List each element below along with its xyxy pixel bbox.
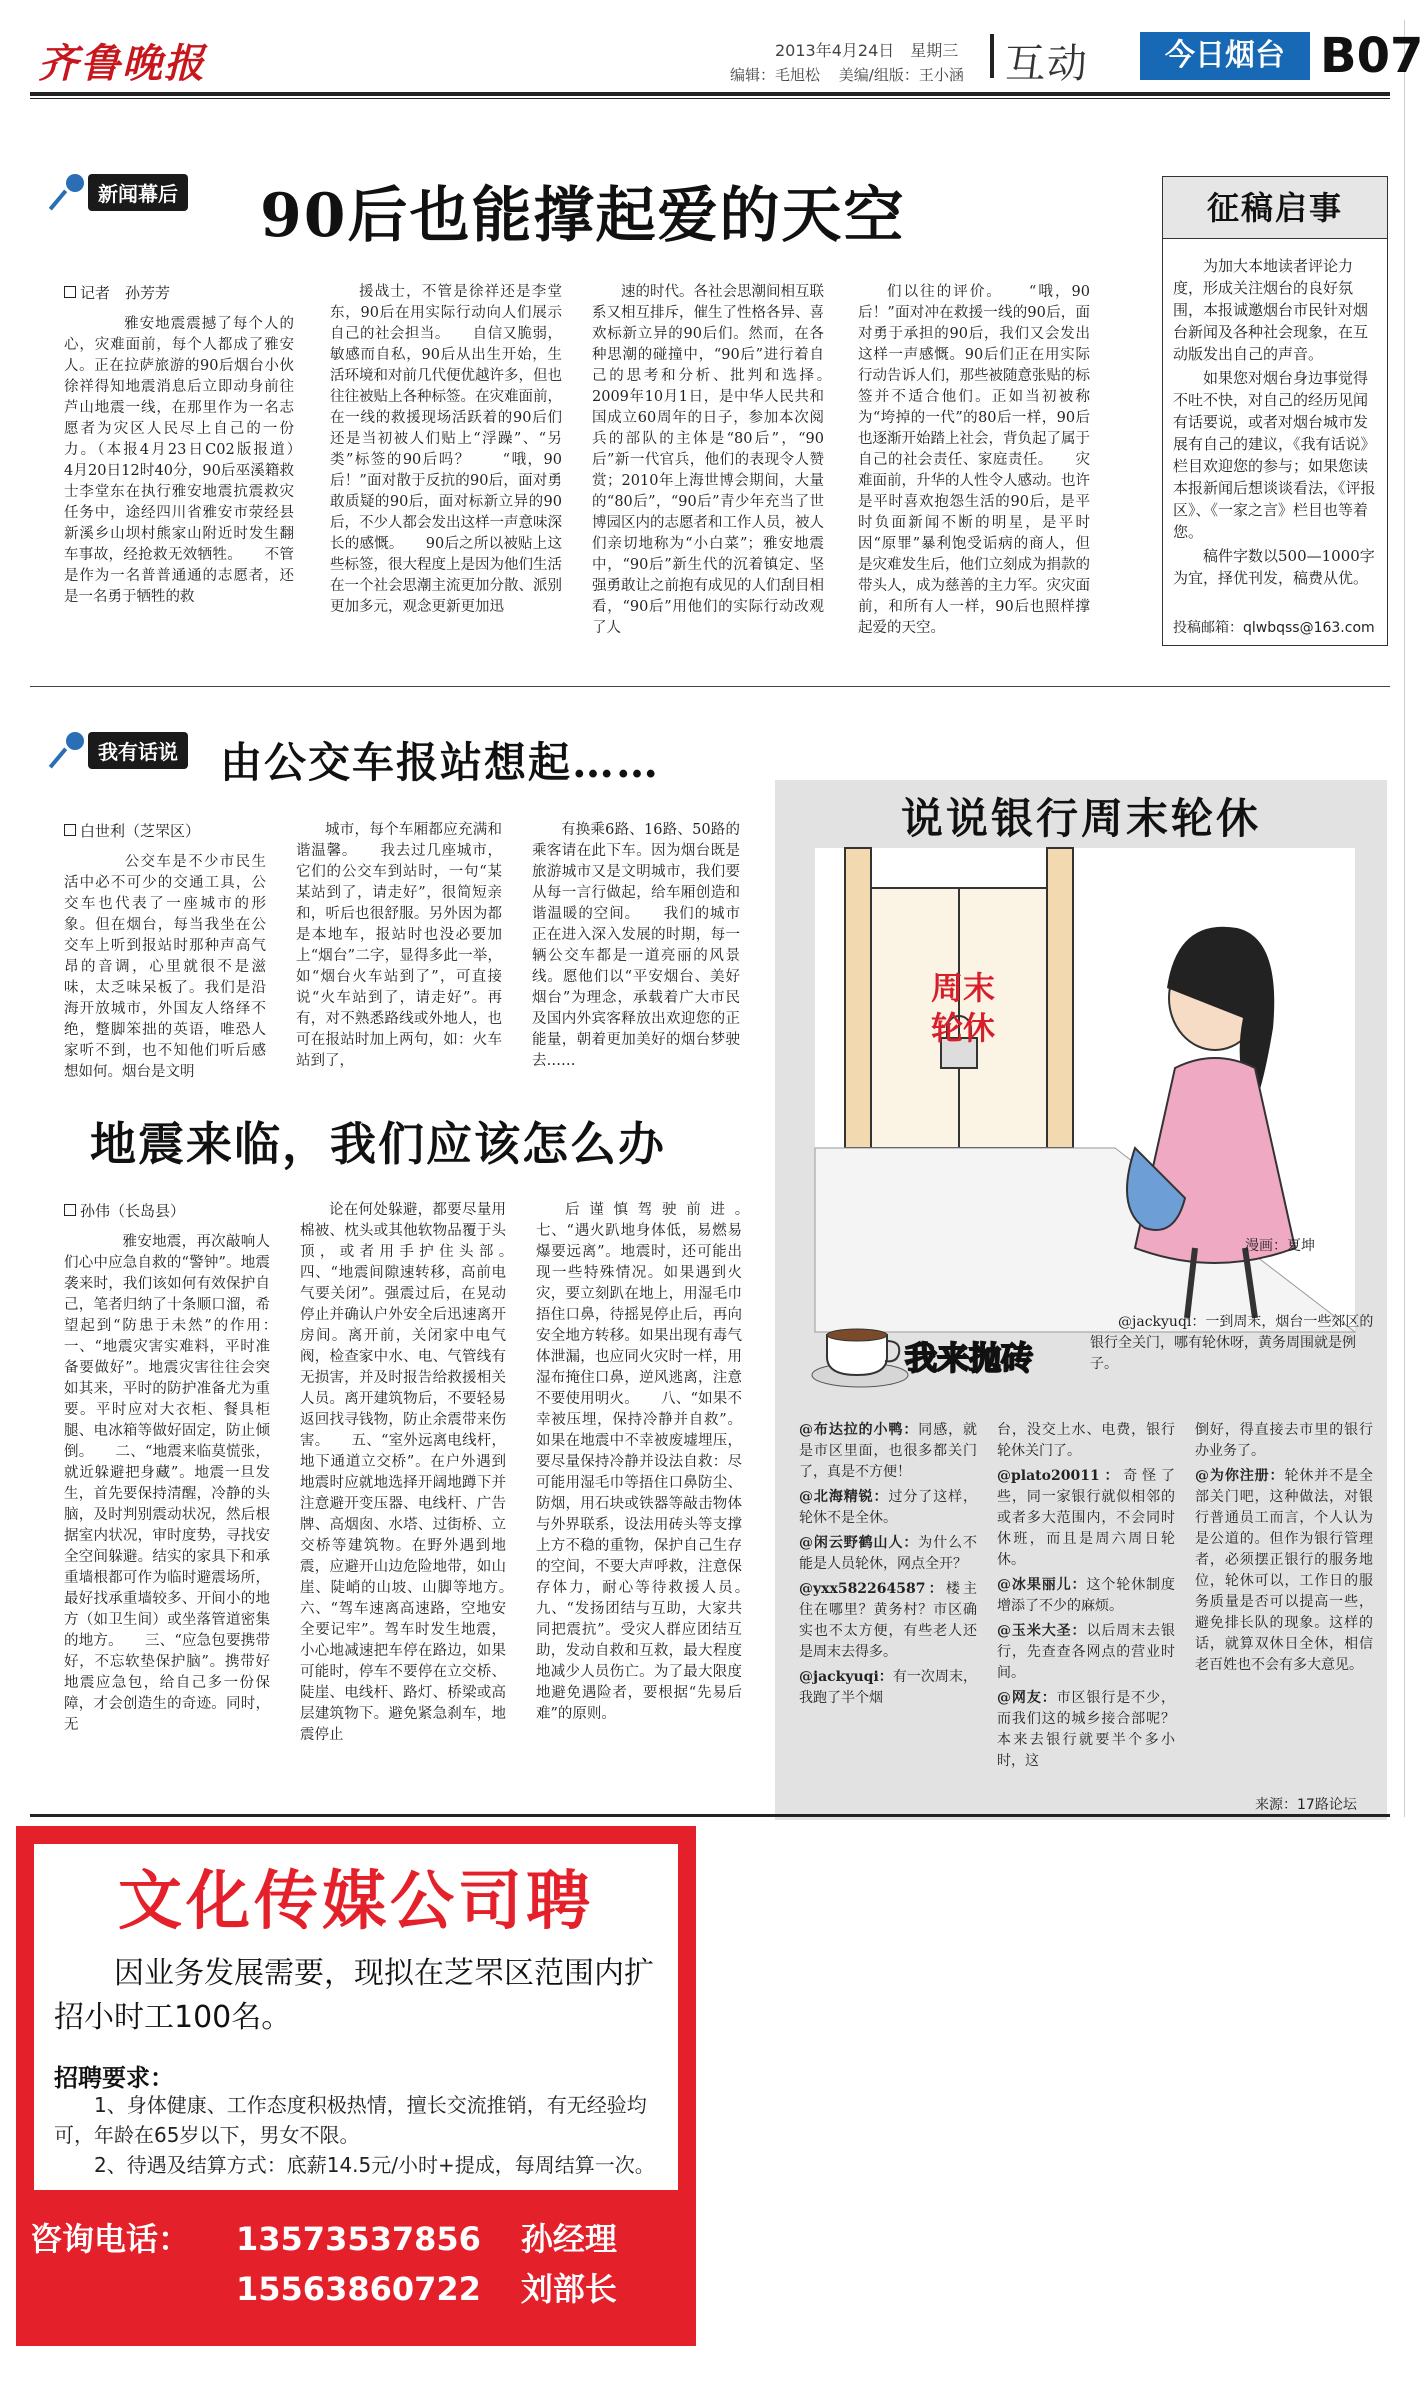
comment-item: 倒好，得直接去市里的银行办业务了。 — [1195, 1422, 1373, 1459]
notice-paragraph: 为加大本地读者评论力度，形成关注烟台的良好氛围，本报诚邀烟台市民针对烟台新闻及各种社会现象，在互动版发出自己的声音。 — [1173, 257, 1369, 363]
story2-headline: 由公交车报站想起…… — [220, 738, 661, 787]
newspaper-logo: 齐鲁晚报 — [38, 40, 206, 87]
comments-source: 来源：17路论坛 — [1255, 1797, 1357, 1813]
masthead-rule-thin — [30, 98, 1390, 99]
comment-item: @plato20011：奇怪了些，同一家银行就似相邻的或者多大范围内，不会同时休班，而且是周六周日轮休。 — [997, 1468, 1175, 1568]
call-for-papers-box — [1162, 176, 1388, 646]
story3-headline: 地震来临，我们应该怎么办 — [90, 1117, 666, 1171]
story2-column-1: 公交车是不少市民生活中必不可少的交通工具，公交车也代表了一座城市的形象。但在烟台，每当我坐在公交车上听到报站时那种声高气昂的音调，心里就很不是滋味，太乏味呆板了。我们是沿海开放城市，外国友人络绎不绝，蹩脚笨拙的英语，唯恐人家听不到，也不知他们听后感想如何。烟台是文明 — [64, 854, 266, 1080]
comment-item: 台，没交上水、电费，银行轮休关门了。 — [997, 1422, 1175, 1459]
bank-weekend-panel — [775, 780, 1387, 1820]
ad-contact-line-1 — [236, 2214, 657, 2260]
contact-name: 孙经理 — [520, 2220, 617, 2258]
story2-tag-label: 我有话说 — [88, 732, 188, 769]
comments-column-2 — [997, 1420, 1175, 1776]
comment-item: @冰果丽儿：这个轮休制度增添了不少的麻烦。 — [997, 1577, 1176, 1614]
brick-column-label: 我来抛砖 — [905, 1339, 1034, 1377]
bank-cartoon — [815, 848, 1355, 1332]
comment-item: @布达拉的小鸭：同感，就是市区里面，也很多都关门了，真是不方便！ — [799, 1422, 978, 1480]
ad-content-panel — [34, 1844, 678, 2190]
cartoon-illustration — [815, 848, 1355, 1332]
cartoon-caption: 漫画：夏坤 — [1245, 1238, 1315, 1254]
story1-column-1: 雅安地震震撼了每个人的心，灾难面前，每个人都成了雅安人。正在拉萨旅游的90后烟台小伙徐祥得知地震消息后立即动身前往芦山地震一线，在那里作为一名志愿者为灾区人民尽上自己的一份力。（本报4月23日C02版报道） 4月20日12时40分，90后巫溪籍救士李堂东在执行雅安地震抗震救灾任务中，途经四川省雅安市荥经县新溪乡山坝村熊家山附近时发生翻车事故，经抢救无效牺牲。 不管是作为一名普普通通的志愿者，还是一名勇于牺牲的救 — [64, 316, 323, 605]
story2-byline: 白世利（芝罘区） — [64, 820, 200, 841]
issue-date: 2013年4月24日 星期三 — [775, 41, 959, 60]
notice-paragraph: 如果您对烟台身边事觉得不吐不快，对自己的经历见闻有话要说，或者对烟台城市发展有自己的建议，《我有话说》栏目欢迎您的参与；如果您读本报新闻后想谈谈看法，《评报区》、《一家之言》栏目也等着您。 — [1173, 369, 1376, 541]
issue-editors — [730, 64, 978, 85]
comment-item: @网友：市区银行是不少，而我们这的城乡接合部呢？本来去银行就要半个多小时，这 — [997, 1690, 1176, 1769]
story1-byline: 记者 孙芳芳 — [64, 282, 170, 303]
story2-column-2: 城市，每个车厢都应充满和谐温馨。 我去过几座城市，它们的公交车到站时，一句“某某站到了，请走好”，很简短亲和，听后也很舒服。另外因为都是本地车，报站时也没必要加上“烟台”二字，显得多此一举，如“烟台火车站到了”，可直接说“火车站到了，请走好”。再有，对不熟悉路线或外地人，也可在报站时加上两句，如：火车站到了， — [296, 822, 502, 1069]
recruitment-ad — [16, 1826, 696, 2346]
call-for-papers-body — [1173, 255, 1379, 591]
art-credit: 美编/组版：王小涵 — [838, 66, 964, 84]
story3-column-3: 后谨慎驾驶前进。 七、“遇火趴地身体低，易燃易爆要远离”。地震时，还可能出现一些特殊情况。如果遇到火灾，要立刻趴在地上，用湿毛巾捂住口鼻，待摇晃停止后，再向安全地方转移。如果出现有毒气体泄漏，也应同火灾时一样，用湿布掩住口鼻，逆风逃离，注意不要使用明火。 八、“如果不幸被压埋，保持冷静并自救”。如果在地震中不幸被废墟埋压，要尽量保持冷静并设法自救：尽可能用湿毛巾等捂住口鼻防尘、防烟，用石块或铁器等敲击物体与外界联系，设法用砖头等支撑上方不稳的重物，保护自己生存的空间，不要大声呼救，注意保存体力，耐心等待救援人员。 九、“发扬团结与互助，大家共同把震抗”。受灾人群应团结互助，发动自救和互救，最大程度地减少人员伤亡。为了最大限度地避免遇险者，要根据“先易后难”的原则。 — [536, 1202, 771, 1722]
story1-column-3: 速的时代。各社会思潮间相互联系又相互排斥，催生了性格各异、喜欢标新立异的90后们。然而，在各种思潮的碰撞中，“90后”进行着自己的思考和分析、批判和选择。 2009年10月1日，是中华人民共和国成立60周年的日子，参加本次阅兵的部队的主体是“80后”，“90后”新一代官兵，他们的表现令人赞赏；2010年上海世博会期间，大量的“80后”，“90后”青少年充当了世博园区内的志愿者和工作人员，被人们亲切地称为“小白菜”；雅安地震中，“90后”新生代的沉着镇定、坚强勇敢让之前抱有成见的人们刮目相看，“90后”用他们的实际行动改观了人 — [592, 284, 853, 636]
masthead — [30, 28, 1423, 90]
comment-item: @yxx582264587：楼主住在哪里？黄务村？市区确实也不太方便，有些老人还是周末去得多。 — [799, 1581, 978, 1660]
section-divider — [30, 686, 1390, 687]
phone-number: 13573537856 — [236, 2220, 481, 2258]
ad-title: 文化传媒公司聘 — [118, 1865, 594, 1939]
contact-name: 刘部长 — [520, 2270, 617, 2308]
pen-icon — [50, 730, 88, 770]
editor-credit: 编辑：毛旭松 — [730, 66, 821, 84]
story2-column-3: 有换乘6路、16路、50路的乘客请在此下车。因为烟台既是旅游城市又是文明城市，我们要从每一言行做起，给车厢创造和谐温暖的空间。 我们的城市正在进入深入发展的时期，每一辆公交车都是一道亮丽的风景线。愿他们以“平安烟台、美好烟台”为理念，承载着广大市民及国内外宾客释放出欢迎您的正能量，朝着更加美好的烟台梦驶去…… — [532, 822, 740, 1069]
notice-paragraph: 稿件字数以500—1000字为宜，择优刊发，稿费从优。 — [1173, 547, 1375, 587]
ad-contact-label: 咨询电话： — [30, 2220, 191, 2258]
page-bottom-rule — [30, 1814, 1390, 1817]
comment-item: @闲云野鹤山人：为什么不能是人员轮休，网点全开？ — [799, 1535, 978, 1572]
microphone-icon — [50, 172, 88, 212]
ad-requirement-item: 2、待遇及结算方式：底薪14.5元/小时+提成，每周结算一次。 — [94, 2153, 655, 2177]
comment-item: @jackyuqi：有一次周末，我跑了半个烟 — [799, 1669, 977, 1706]
story1-column-2: 援战士，不管是徐祥还是李堂东，90后在用实际行动向人们展示自己的社会担当。 自信又脆弱，敏感而自私，90后从出生开始，生活环境和对前几代便优越许多，但也往往被贴上各种标签。在灾难面前，在一线的救援现场活跃着的90后们还是当初被人们贴上“浮躁”、“另类”标签的90后吗？ “哦，90后！”面对散于反抗的90后，面对勇敢质疑的90后，面对标新立异的90后，不少人都会发出这样一声意味深长的感慨。 90后之所以被贴上这些标签，很大程度上是因为他们生活在一个社会思潮主流更加分散、派别更加多元，观念更新更加迅 — [330, 284, 562, 615]
phone-number: 15563860722 — [236, 2270, 481, 2308]
comments-column-1 — [799, 1420, 977, 1713]
coffee-cup-icon — [805, 1305, 915, 1395]
comment-item: @玉米大圣：以后周末去银行，先查查各网点的营业时间。 — [997, 1623, 1176, 1681]
ad-requirement-item: 1、身体健康、工作态度积极热情，擅长交流推销，有无经验均可，年龄在65岁以下，男女不限。 — [54, 2093, 647, 2147]
page-number: B07 — [1320, 28, 1423, 84]
story2-section-tag — [50, 730, 188, 770]
masthead-divider — [990, 34, 994, 78]
brick-column-tag — [805, 1305, 1095, 1395]
story3-column-1: 雅安地震，再次敲响人们心中应急自救的“警钟”。地震袭来时，我们该如何有效保护自己，笔者归纳了十条顺口溜，希望起到“防患于未然”的作用： 一、“地震灾害实难料，平时准备要做好”。地震灾害往往会突如其来，平时的防护准备尤为重要。平时应对大衣柜、餐具柜腿、电冰箱等做好固定，防止倾倒。 二、“地震来临莫慌张，就近躲避把身藏”。地震一旦发生，首先要保持清醒，冷静的头脑，及时判别震动状况，然后根据室内状况，审时度势，寻找安全空间躲避。结实的家具下和承重墙根都可作为临时避震场所，最好找承重墙较多、开间小的地方（如卫生间）或坐落管道密集的地方。 三、“应急包要携带好，不忘软垫保护脑”。携带好地震应急包，给自己多一份保障，才会创造生的奇迹。同时，无 — [64, 1234, 299, 1733]
ad-requirements — [54, 2090, 674, 2180]
story3-byline: 孙伟（长岛县） — [64, 1200, 185, 1221]
brick-intro: @jackyuqi：一到周末，烟台一些郊区的银行全关门，哪有轮休呀，黄务周围就是例子。 — [1090, 1314, 1374, 1372]
ad-requirements-title: 招聘要求： — [54, 2064, 174, 2092]
ad-contact-line-2 — [236, 2264, 657, 2310]
story3-column-2: 论在何处躲避，都要尽量用棉被、枕头或其他软物品覆于头顶，或者用手护住头部。 四、“地震间隙速转移，高前电气要关闭”。强震过后，在晃动停止并确认户外安全后迅速离开房间。离开前，关闭家中电气阀，检查家中水、电、气管线有无损害，并及时报告给救援相关人员。离开建筑物后，不要轻易返回找寻钱物，防止余震带来伤害。 五、“室外远离电线杆，地下通道立交桥”。在户外遇到地震时应就地选择开阔地蹲下并注意避开变压器、电线杆、广告牌、高烟囱、水塔、过街桥、立交桥等建筑物。在野外遇到地震，应避开山边危险地带，如山崖、陡峭的山坡、山脚等地方。 六、“驾车速离高速路，空地安全要记牢”。驾车时发生地震，小心地减速把车停在路边，如果可能时，停车不要停在立交桥、陡崖、电线杆、路灯、桥梁或高层建筑物下。避免紧急刹车，地震停止 — [300, 1202, 535, 1743]
bank-panel-title: 说说银行周末轮休 — [900, 794, 1261, 843]
submission-email: 投稿邮箱：qlwbqss@163.com — [1173, 620, 1375, 636]
comments-column-3 — [1195, 1420, 1373, 1680]
section-name: 互动 — [1005, 41, 1089, 87]
comment-item: @为你注册：轮休并不是全部关门吧，这种做法，对银行普通员工而言，个人认为是公道的。但作为银行管理者，必须摆正银行的服务地位，轮休可以，工作日的服务质量是否可以提高一些，避免排长队的现象。这样的话，就算双休日全休，相信老百姓也不会有多大意见。 — [1195, 1468, 1374, 1673]
story1-tag-label: 新闻幕后 — [88, 174, 188, 211]
story1-section-tag — [50, 172, 188, 212]
story1-column-4: 们以往的评价。 “哦，90后！”面对冲在救援一线的90后，面对勇于承担的90后，我们又会发出这样一声感慨。90后们正在用实际行动告诉人们，那些被随意张贴的标签并不适合他们。正如当初被称为“垮掉的一代”的80后一样，90后也逐渐开始踏上社会，背负起了属于自己的社会责任、家庭责任。 灾难面前，升华的人性令人感动。也许是平时喜欢抱怨生活的90后，是平时负面新闻不断的明星，是平时因“原罪”暴利饱受诟病的商人，但是灾难发生后，他们立刻成为捐款的带头人，成为慈善的主力军。灾灾面前，和所有人一样，90后也照样撑起爱的天空。 — [858, 284, 1090, 636]
ad-lead: 因业务发展需要，现拟在芝罘区范围内扩招小时工100名。 — [54, 1956, 654, 2035]
masthead-rule — [30, 92, 1390, 96]
comment-item: @北海精锐：过分了这样，轮休不是全休。 — [799, 1489, 978, 1526]
call-for-papers-title: 征稿启事 — [1163, 177, 1387, 239]
weekend-rest-sign: 周末轮休 — [930, 969, 995, 1047]
story1-headline: 90后也能撑起爱的天空 — [260, 181, 906, 251]
section-tag: 今日烟台 — [1140, 32, 1310, 80]
